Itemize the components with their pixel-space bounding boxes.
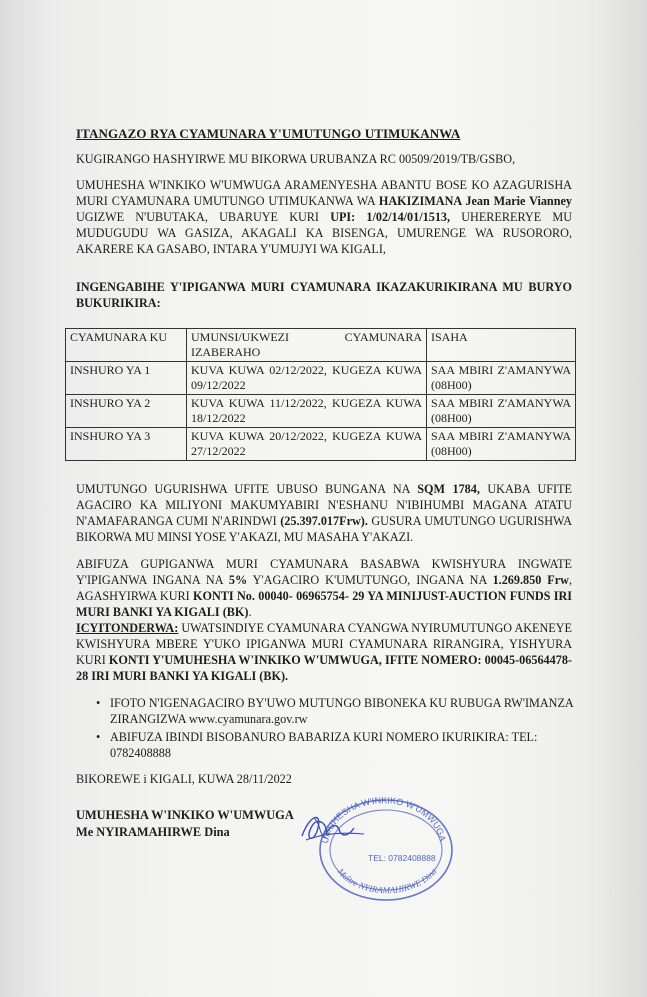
auction-schedule-table: [65, 328, 576, 461]
deposit-text-d: .: [248, 605, 252, 619]
dates-cell: KUVA KUWA 11/12/2022, KUGEZA KUWA 18/12/2022: [187, 395, 427, 428]
deposit-amount: 1.269.850 Frw: [492, 573, 569, 587]
upi-number: UPI: 1/02/14/01/1513,: [330, 210, 451, 224]
intro-text-a: UMUHESHA W'INKIKO W'UMWUGA ARAMENYESHA ABANTU BOSE KO AZAGURISHA MURI CYAMUNARA UMUTUNGO UTIMUKANWA WA: [76, 178, 572, 208]
table-row: [66, 362, 576, 395]
header-time: ISAHA: [427, 329, 576, 362]
svg-text:UMUHESHA W'INKIKO W'UMWUGA: [320, 795, 448, 844]
time-cell: SAA MBIRI Z'AMANYWA (08H00): [427, 362, 576, 395]
round-cell: INSHURO YA 3: [66, 428, 187, 461]
table-header-row: [66, 329, 576, 362]
deposit-text-c: , AGASHYIRWA KURI: [76, 573, 572, 603]
table-row: [66, 428, 576, 461]
bullet-icon: •: [96, 696, 101, 710]
header-dates: UMUNSI/UKWEZI CYAMUNARA IZABERAHO: [187, 329, 427, 362]
deposit-paragraph: [76, 556, 572, 684]
info-bullets: [96, 695, 576, 763]
notice-title: ITANGAZO RYA CYAMUNARA Y'UMUTUNGO UTIMUKANWA: [76, 126, 461, 141]
note-label: ICYITONDERWA:: [76, 621, 179, 635]
property-value: (25.397.017Frw).: [280, 514, 368, 528]
court-reference: KUGIRANGO HASHYIRWE MU BIKORWA URUBANZA RC 00509/2019/TB/GSBO,: [76, 152, 516, 166]
dates-cell: KUVA KUWA 20/12/2022, KUGEZA KUWA 27/12/2022: [187, 428, 427, 461]
owner-name: HAKIZIMANA Jean Marie Vianney: [378, 194, 572, 208]
deposit-percent: 5%: [228, 573, 248, 587]
note-text: UWATSINDIYE CYAMUNARA CYANGWA NYIRUMUTUNGO AKENEYE KWISHYURA MBERE Y'UKO IPIGANWA MURI CYAMUNARA RIRANGIRA, YISHYURA KURI: [76, 621, 572, 667]
intro-paragraph: [76, 177, 572, 257]
stamp-bottom-text: Maître NYIRAMAHIRWE Dina: [335, 866, 439, 896]
round-cell: INSHURO YA 1: [66, 362, 187, 395]
bullet-text: ABIFUZA IBINDI BISOBANURO BABARIZA KURI NOMERO IKURIKIRA: TEL: 0782408888: [110, 730, 538, 760]
intro-text-c: UHERERERYE MU MUDUGUDU WA GASIZA, AKAGALI KA BISENGA, UMURENGE WA RUSORORO, AKARERE KA GASABO, INTARA Y'UMUJYI WA KIGALI,: [76, 210, 572, 256]
header-round: CYAMUNARA KU: [66, 329, 187, 362]
intro-text-b: UGIZWE N'UBUTAKA, UBARUYE KURI: [76, 210, 331, 224]
time-cell: SAA MBIRI Z'AMANYWA (08H00): [427, 395, 576, 428]
bullet-text: IFOTO N'IGENAGACIRO BY'UWO MUTUNGO BIBONEKA KU RUBUGA RW'IMANZA ZIRANGIZWA www.cyamunara.gov.rw: [110, 696, 574, 726]
deposit-account: KONTI No. 00040- 06965754- 29 YA MINIJUST-AUCTION FUNDS IRI MURI BANKI YA KIGALI (BK): [76, 589, 572, 619]
stamp-top-text: UMUHESHA W'INKIKO W'UMWUGA: [319, 795, 448, 845]
time-cell: SAA MBIRI Z'AMANYWA (08H00): [427, 428, 576, 461]
round-cell: INSHURO YA 2: [66, 395, 187, 428]
note-account: KONTI Y'UMUHESHA W'INKIKO W'UMWUGA, IFITE NOMERO: 00045-06564478-28 IRI MURI BANKI YA KIGALI (BK).: [76, 653, 572, 683]
property-text-b: UKABA UFITE AGACIRO KA MILIYONI MAKUMYABIRI N'ESHANU N'IBIHUMBI MAGANA ATATU N'AMAFARANGA CUMI N'ARINDWI: [76, 482, 572, 528]
signatory-title: UMUHESHA W'INKIKO W'UMWUGA: [76, 808, 294, 822]
table-row: [66, 395, 576, 428]
place-date: BIKOREWE i KIGALI, KUWA 28/11/2022: [76, 772, 292, 786]
signatory-name: Me NYIRAMAHIRWE Dina: [76, 825, 230, 839]
deposit-text-a: ABIFUZA GUPIGANWA MURI CYAMUNARA BASABWA KWISHYURA INGWATE Y'IPIGANWA INGANA NA: [76, 557, 572, 587]
official-stamp-icon: [292, 788, 460, 903]
property-area: SQM 1784,: [417, 482, 480, 496]
schedule-intro: INGENGABIHE Y'IPIGANWA MURI CYAMUNARA IKAZAKURIKIRANA MU BURYO BUKURIKIRA:: [76, 280, 572, 310]
property-text-a: UMUTUNGO UGURISHWA UFITE UBUSO BUNGANA NA: [76, 482, 418, 496]
property-text-c: GUSURA UMUTUNGO UGURISHWA BIKORWA MU MINSI YOSE Y'AKAZI, MU MASAHA Y'AKAZI.: [76, 514, 573, 544]
list-item: [96, 695, 576, 727]
bullet-icon: •: [96, 730, 101, 744]
list-item: [96, 729, 576, 761]
property-paragraph: [76, 481, 572, 545]
stamp-phone: TEL: 0782408888: [368, 853, 436, 863]
deposit-text-b: Y'AGACIRO K'UMUTUNGO, INGANA NA: [247, 573, 493, 587]
dates-cell: KUVA KUWA 02/12/2022, KUGEZA KUWA 09/12/2022: [187, 362, 427, 395]
